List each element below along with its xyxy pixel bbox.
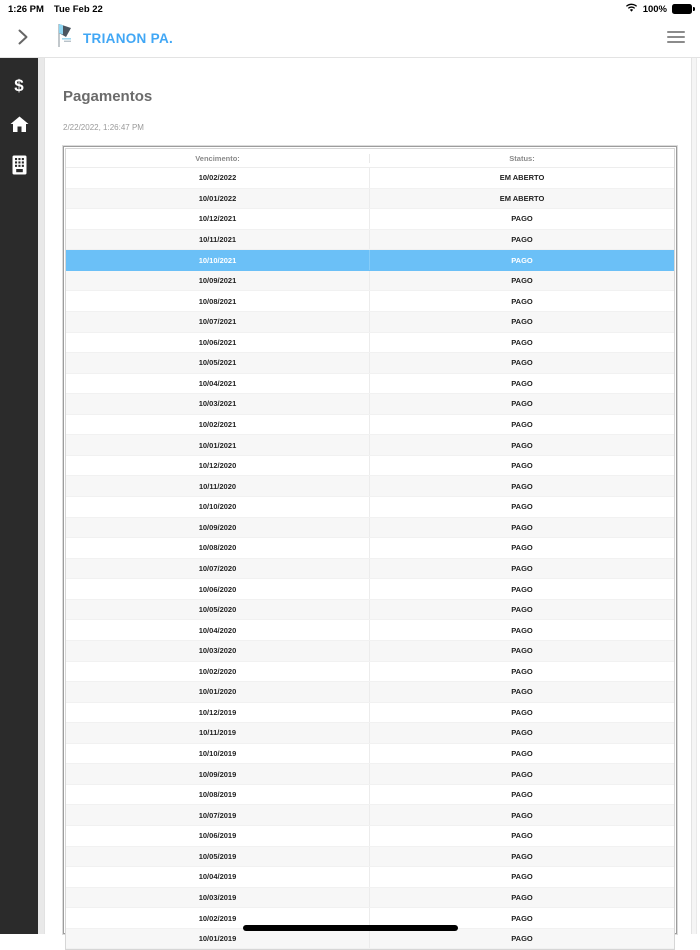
payments-table — [63, 146, 677, 944]
table-row[interactable] — [66, 826, 674, 847]
vencimento-cell: 10/06/2019 — [66, 826, 370, 846]
status-cell: PAGO — [511, 502, 533, 512]
table-row[interactable] — [66, 518, 674, 539]
status-cell: PAGO — [511, 317, 533, 327]
vencimento-cell: 10/03/2019 — [66, 888, 370, 908]
page-title: Pagamentos — [63, 88, 153, 105]
status-cell: PAGO — [511, 234, 533, 244]
status-cell: PAGO — [511, 399, 533, 409]
app-header — [0, 18, 700, 58]
table-row[interactable] — [66, 456, 674, 477]
status-cell: EM ABERTO — [499, 193, 545, 203]
table-row[interactable] — [66, 435, 674, 456]
vencimento-cell: 10/04/2020 — [66, 620, 370, 640]
table-row[interactable] — [66, 579, 674, 600]
dollar-icon: $ — [14, 76, 24, 95]
sidebar-expand-button[interactable] — [10, 25, 36, 51]
vencimento-cell: 10/09/2020 — [66, 518, 370, 538]
table-row[interactable] — [66, 600, 674, 621]
status-cell: PAGO — [511, 707, 533, 717]
status-cell: PAGO — [511, 646, 533, 656]
status-cell: PAGO — [511, 378, 533, 388]
table-row[interactable] — [66, 497, 674, 518]
status-cell: PAGO — [511, 872, 533, 882]
vencimento-cell: 10/02/2020 — [66, 662, 370, 682]
scrollbar[interactable] — [691, 58, 697, 934]
table-row[interactable] — [66, 723, 674, 744]
table-row[interactable] — [66, 353, 674, 374]
status-cell: PAGO — [511, 563, 533, 573]
vencimento-cell: 10/08/2021 — [66, 291, 370, 311]
status-cell: PAGO — [511, 214, 533, 224]
status-cell: PAGO — [511, 831, 533, 841]
table-row[interactable] — [66, 374, 674, 395]
vencimento-cell: 10/09/2021 — [66, 271, 370, 291]
vencimento-cell: 10/12/2019 — [66, 703, 370, 723]
status-cell: PAGO — [511, 420, 533, 430]
status-cell: PAGO — [511, 749, 533, 759]
vencimento-cell: 10/01/2020 — [66, 682, 370, 702]
vencimento-cell: 10/11/2021 — [66, 230, 370, 250]
status-cell: PAGO — [511, 605, 533, 615]
table-row[interactable] — [66, 168, 674, 189]
status-cell: PAGO — [511, 461, 533, 471]
battery-percent: 100% — [642, 3, 667, 15]
status-cell: PAGO — [511, 440, 533, 450]
table-header-row — [66, 149, 674, 168]
refresh-timestamp: 2/22/2022, 1:26:47 PM — [63, 123, 144, 132]
status-cell: PAGO — [511, 892, 533, 902]
column-header-vencimento: Vencimento: — [66, 154, 370, 163]
vencimento-cell: 10/05/2020 — [66, 600, 370, 620]
vencimento-cell: 10/02/2022 — [66, 168, 370, 188]
vencimento-cell: 10/02/2019 — [66, 908, 370, 928]
column-header-status: Status: — [509, 153, 535, 163]
vencimento-cell: 10/01/2019 — [66, 929, 370, 949]
table-row[interactable] — [66, 559, 674, 580]
table-row[interactable] — [66, 682, 674, 703]
vencimento-cell: 10/04/2021 — [66, 374, 370, 394]
vencimento-cell: 10/09/2019 — [66, 764, 370, 784]
vencimento-cell: 10/07/2021 — [66, 312, 370, 332]
status-cell: PAGO — [511, 913, 533, 923]
table-row[interactable] — [66, 476, 674, 497]
vencimento-cell: 10/10/2020 — [66, 497, 370, 517]
vencimento-cell: 10/08/2019 — [66, 785, 370, 805]
status-cell: EM ABERTO — [499, 173, 545, 183]
vencimento-cell: 10/10/2021 — [66, 250, 370, 270]
table-row[interactable] — [66, 703, 674, 724]
brand-name: TRIANON PA. — [83, 30, 174, 46]
status-cell: PAGO — [511, 358, 533, 368]
status-cell: PAGO — [511, 481, 533, 491]
status-time: 1:26 PM — [8, 3, 44, 15]
status-bar — [0, 0, 700, 18]
hamburger-menu-icon[interactable] — [667, 27, 687, 47]
table-row[interactable] — [66, 291, 674, 312]
building-icon — [12, 155, 27, 178]
table-row[interactable] — [66, 394, 674, 415]
home-indicator[interactable] — [243, 925, 458, 931]
vencimento-cell: 10/08/2020 — [66, 538, 370, 558]
table-row[interactable] — [66, 641, 674, 662]
sidebar-item-home[interactable] — [0, 106, 38, 146]
status-cell: PAGO — [511, 543, 533, 553]
table-row[interactable] — [66, 312, 674, 333]
status-cell: PAGO — [511, 769, 533, 779]
status-cell: PAGO — [511, 666, 533, 676]
brand-logo-icon — [56, 23, 76, 53]
table-row[interactable] — [66, 847, 674, 868]
home-icon — [10, 116, 29, 136]
table-row[interactable] — [66, 209, 674, 230]
status-cell: PAGO — [511, 337, 533, 347]
status-cell: PAGO — [511, 687, 533, 697]
table-row[interactable] — [66, 250, 674, 271]
status-cell: PAGO — [511, 522, 533, 532]
vencimento-cell: 10/03/2020 — [66, 641, 370, 661]
table-row[interactable] — [66, 929, 674, 950]
status-cell: PAGO — [511, 728, 533, 738]
vencimento-cell: 10/06/2021 — [66, 333, 370, 353]
vencimento-cell: 10/05/2021 — [66, 353, 370, 373]
table-row[interactable] — [66, 189, 674, 210]
table-row[interactable] — [66, 785, 674, 806]
table-row[interactable] — [66, 744, 674, 765]
vencimento-cell: 10/05/2019 — [66, 847, 370, 867]
status-date: Tue Feb 22 — [53, 3, 103, 15]
table-row[interactable] — [66, 620, 674, 641]
status-cell: PAGO — [511, 790, 533, 800]
status-cell: PAGO — [511, 276, 533, 286]
table-row[interactable] — [66, 764, 674, 785]
table-row[interactable] — [66, 415, 674, 436]
status-cell: PAGO — [511, 584, 533, 594]
vencimento-cell: 10/11/2019 — [66, 723, 370, 743]
status-cell: PAGO — [511, 255, 533, 265]
table-row[interactable] — [66, 888, 674, 909]
sidebar-item-payments[interactable] — [0, 66, 38, 106]
vencimento-cell: 10/01/2021 — [66, 435, 370, 455]
vencimento-cell: 10/03/2021 — [66, 394, 370, 414]
vencimento-cell: 10/07/2019 — [66, 805, 370, 825]
sidebar — [0, 58, 38, 934]
table-row[interactable] — [66, 662, 674, 683]
table-row[interactable] — [66, 805, 674, 826]
vencimento-cell: 10/02/2021 — [66, 415, 370, 435]
status-cell: PAGO — [511, 296, 533, 306]
vencimento-cell: 10/06/2020 — [66, 579, 370, 599]
table-body — [66, 168, 674, 949]
table-row[interactable] — [66, 867, 674, 888]
table-row[interactable] — [66, 333, 674, 354]
table-row[interactable] — [66, 538, 674, 559]
vencimento-cell: 10/11/2020 — [66, 476, 370, 496]
table-row[interactable] — [66, 271, 674, 292]
vencimento-cell: 10/12/2021 — [66, 209, 370, 229]
vencimento-cell: 10/10/2019 — [66, 744, 370, 764]
brand[interactable] — [56, 23, 173, 53]
sidebar-item-building[interactable] — [0, 146, 38, 186]
status-cell: PAGO — [511, 934, 533, 944]
wifi-icon — [625, 3, 638, 16]
vencimento-cell: 10/12/2020 — [66, 456, 370, 476]
status-cell: PAGO — [511, 625, 533, 635]
battery-full-icon — [672, 4, 692, 14]
status-cell: PAGO — [511, 851, 533, 861]
status-cell: PAGO — [511, 810, 533, 820]
vencimento-cell: 10/01/2022 — [66, 189, 370, 209]
chevron-right-icon — [17, 28, 29, 49]
vencimento-cell: 10/04/2019 — [66, 867, 370, 887]
vencimento-cell: 10/07/2020 — [66, 559, 370, 579]
table-row[interactable] — [66, 230, 674, 251]
